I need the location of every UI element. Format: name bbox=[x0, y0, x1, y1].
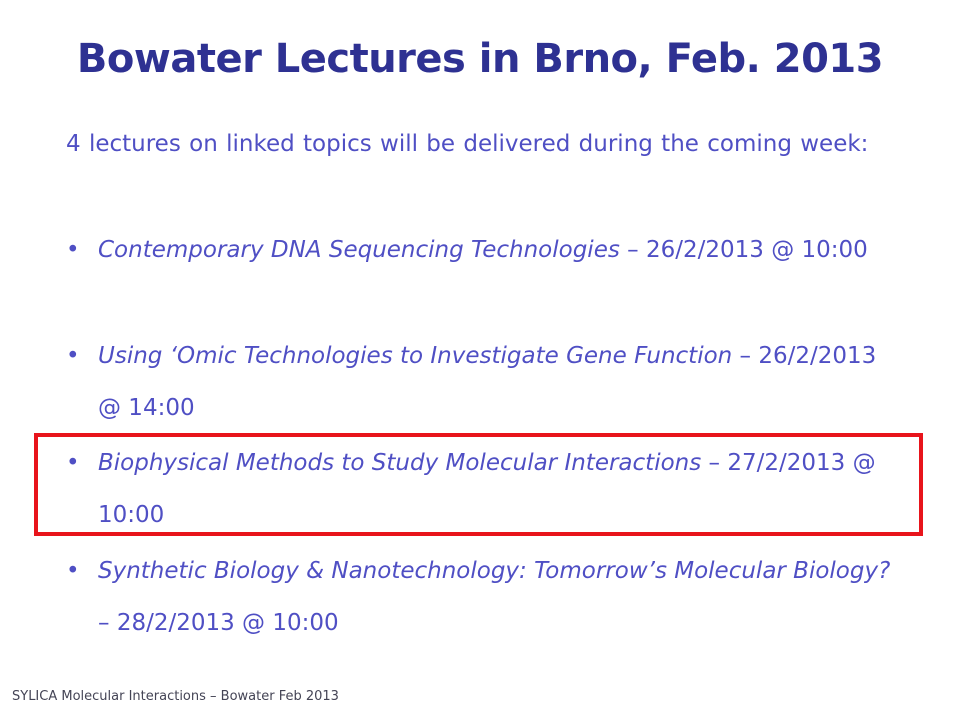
lecture-topic: Contemporary DNA Sequencing Technologies bbox=[98, 237, 620, 263]
lecture-datetime: 27/2/2013 @ 10:00 bbox=[98, 450, 876, 528]
lecture-separator: – bbox=[619, 237, 646, 263]
slide-footer: SYLICA Molecular Interactions – Bowater Feb 2013 bbox=[12, 689, 339, 704]
lecture-topic: Using ‘Omic Technologies to Investigate Gene Function bbox=[98, 343, 733, 369]
bullet-icon: • bbox=[66, 450, 80, 476]
lecture-item-1 bbox=[66, 224, 896, 276]
lecture-text bbox=[98, 545, 896, 649]
lecture-datetime: 26/2/2013 @ 14:00 bbox=[98, 343, 877, 421]
lecture-separator: – bbox=[701, 450, 728, 476]
slide-title: Bowater Lectures in Brno, Feb. 2013 bbox=[76, 36, 884, 82]
bullet-icon: • bbox=[66, 558, 80, 584]
lecture-datetime: 28/2/2013 @ 10:00 bbox=[116, 610, 339, 636]
lecture-datetime: 26/2/2013 @ 10:00 bbox=[645, 237, 868, 263]
lecture-text bbox=[98, 224, 896, 276]
lecture-separator: – bbox=[732, 343, 759, 369]
bullet-icon: • bbox=[66, 237, 80, 263]
bullet-icon: • bbox=[66, 343, 80, 369]
lecture-text bbox=[98, 330, 896, 434]
lecture-topic: Biophysical Methods to Study Molecular Interactions bbox=[98, 450, 702, 476]
lecture-item-2 bbox=[66, 330, 896, 434]
lecture-item-4 bbox=[66, 545, 896, 649]
intro-text: 4 lectures on linked topics will be delivered during the coming week: bbox=[66, 131, 869, 157]
lecture-separator: – bbox=[98, 610, 117, 636]
lecture-topic: Synthetic Biology & Nanotechnology: Tomorrow’s Molecular Biology? bbox=[98, 558, 891, 584]
highlight-box bbox=[34, 433, 923, 536]
